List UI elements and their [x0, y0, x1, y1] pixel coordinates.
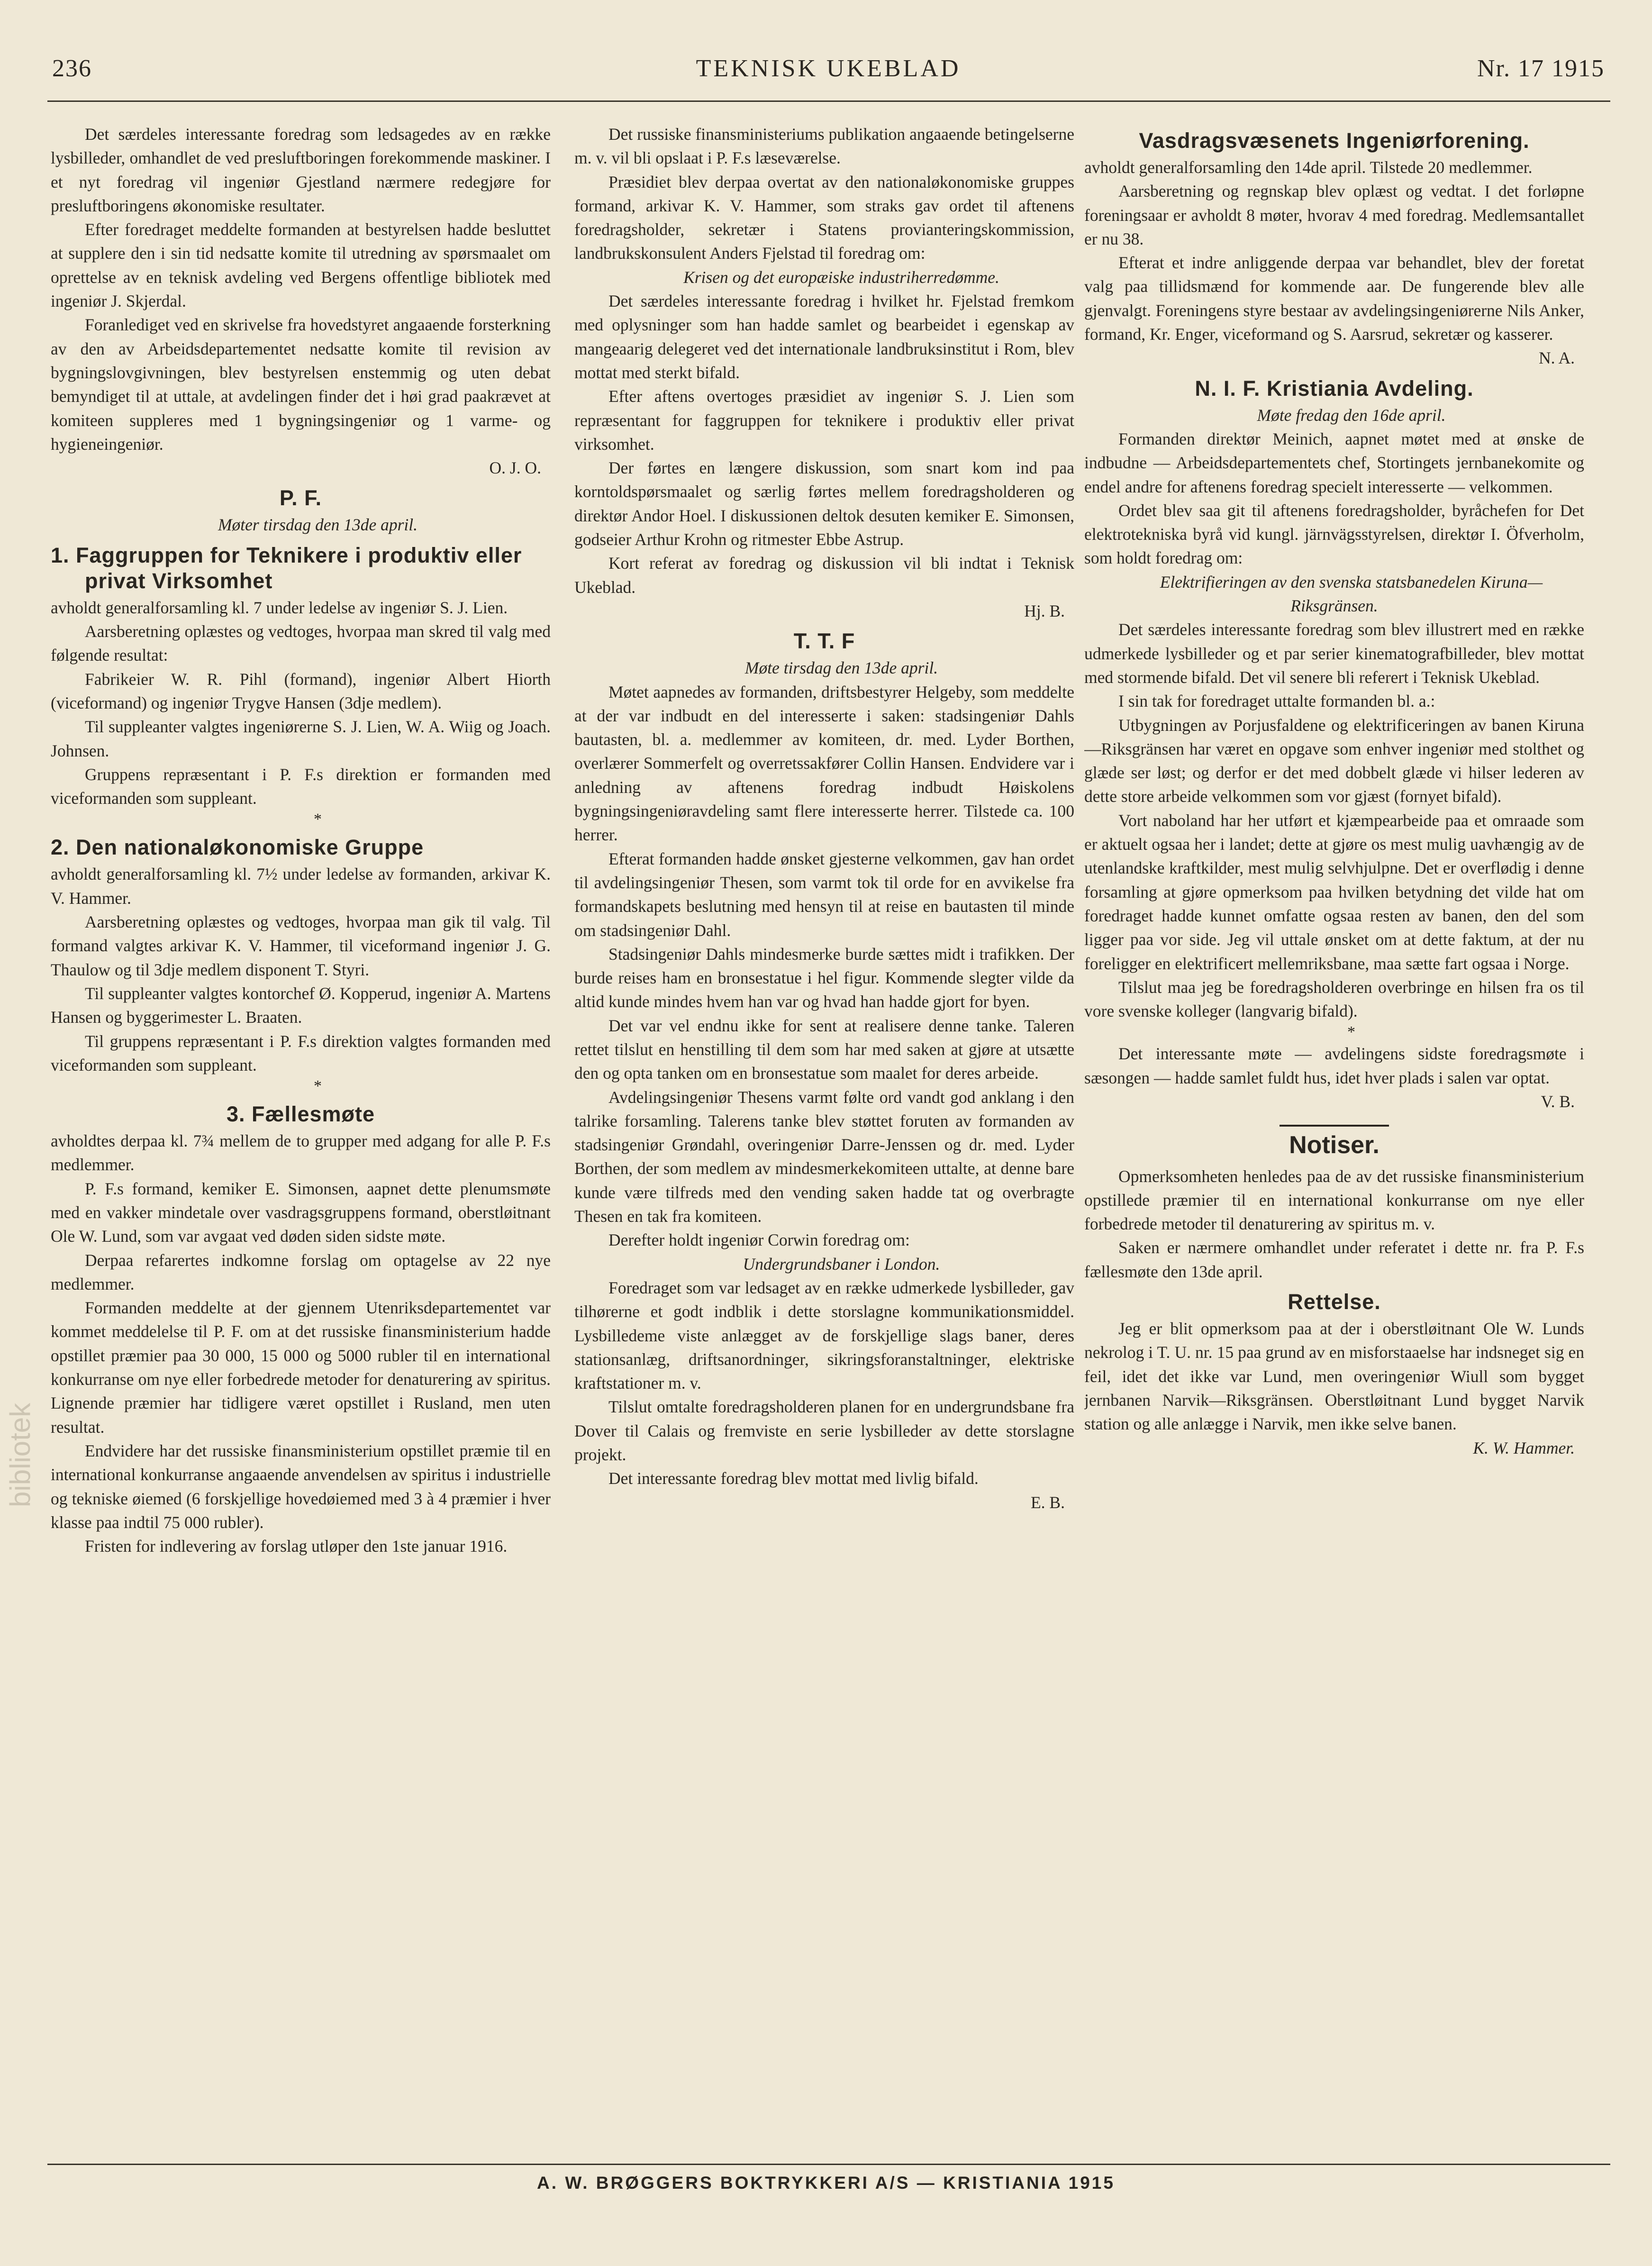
paragraph: Efterat et indre anliggende derpaa var behandlet, blev der foretat valg paa tillidsmænd for kommende aar. De fungerende blev alle gjenvalgt. Foreningens styre bestaar av avdelingsingeniørerne Nils Anker, formand, Kr. Enger, viceformand og S. Aarsrud, sekretær og kasserer. [1084, 253, 1584, 344]
signature: N. A. [1539, 348, 1575, 368]
journal-title: TEKNISK UKEBLAD [696, 55, 961, 82]
paragraph: Det interessante møte — avdelingens sidste foredragsmøte i sæsongen — hadde samlet fuldt hus, idet hver plads i salen var optat. [1084, 1044, 1584, 1087]
section-heading: P. F. [279, 486, 322, 510]
paragraph: Jeg er blit opmerksom paa at der i oberstløitnant Ole W. Lunds nekrolog i T. U. nr. 15 paa grund av en misforstaaelse har indsneget sig en feil, idet det ikke var Lund, men overingeniør Wiull som bygget jernbanen Narvik—Riksgränsen. Oberstløitnant Lund bygget Narvik station og alle anlægge i Narvik, men ikke selve banen. [1084, 1319, 1584, 1434]
paragraph: Gruppens repræsentant i P. F.s direktion er formanden med viceformanden som suppleant. [51, 764, 551, 808]
column-3 [1084, 122, 1584, 2175]
paragraph: avholdtes derpaa kl. 7¾ mellem de to grupper med adgang for alle P. F.s medlemmer. [51, 1131, 551, 1174]
paragraph: Til suppleanter valgtes kontorchef Ø. Kopperud, ingeniør A. Martens Hansen og byggerimester L. Braaten. [51, 983, 551, 1027]
signature: Hj. B. [1024, 601, 1065, 620]
paragraph: Efterat formanden hadde ønsket gjesterne velkommen, gav han ordet til avdelingsingeniør Thesen, som varmt tok til orde for en avvikelse fra formandskapets beslutning med hensyn til at reise en bautasten til minde om stadsingeniør Dahl. [574, 849, 1074, 940]
library-stamp: bibliotek [4, 1402, 36, 1507]
paragraph: Derpaa refarertes indkomne forslag om optagelse av 22 nye medlemmer. [51, 1250, 551, 1293]
section-heading: 3. Fællesmøte [226, 1102, 375, 1127]
paragraph: Kort referat av foredrag og diskussion vil bli indtat i Teknisk Ukeblad. [574, 554, 1074, 597]
paragraph: Ordet blev saa git til aftenens foredragsholder, byråchefen for Det elektrotekniska byrå vid kungl. järnvägsstyrelsen, direktør I. Öfverholm, som holdt foredrag om: [1084, 501, 1584, 568]
paragraph: Det var vel endnu ikke for sent at realisere denne tanke. Taleren rettet tilslut en henstilling til dem som har med saken at gjøre at utsætte den og opta tanken om en bronsestatue som maalet for deres arbeide. [574, 1016, 1074, 1083]
section-heading: Notiser. [1280, 1125, 1389, 1157]
paragraph: Til suppleanter valgtes ingeniørerne S. J. Lien, W. A. Wiig og Joach. Johnsen. [51, 717, 551, 760]
lecture-title: Undergrundsbaner i London. [743, 1254, 940, 1274]
paragraph: Tilslut omtalte foredragsholderen planen for en undergrundsbane fra Dover til Calais og fremviste en serie lysbilleder av dette storslagne projekt. [574, 1397, 1074, 1465]
asterisk-divider: * [1347, 1023, 1355, 1041]
paragraph: I sin tak for foredraget uttalte formanden bl. a.: [1118, 692, 1435, 711]
paragraph: Tilslut maa jeg be foredragsholderen overbringe en hilsen fra os til vore svenske kolleger (langvarig bifald). [1084, 977, 1584, 1021]
section-heading: Vasdragsvæsenets Ingeniørforening. [1139, 128, 1530, 153]
section-heading: Rettelse. [1288, 1290, 1381, 1314]
paragraph: Efter aftens overtoges præsidiet av ingeniør S. J. Lien som repræsentant for faggruppen for teknikere i produktiv eller privat virksomhet. [574, 387, 1074, 454]
paragraph: Foredraget som var ledsaget av en række udmerkede lysbilleder, gav tilhørerne et godt indblik i dette storslagne kommunikationsmiddel. Lysbilledeme viste anlægget av de forskjellige slags baner, deres stationsanlæg, driftsanordninger, sikringsforanstaltninger, elektriske kraftstationer m. v. [574, 1278, 1074, 1393]
paragraph: Det særdeles interessante foredrag som blev illustrert med en række udmerkede lysbilleder og et par serier kinematografbilleder, blev mottat med stormende bifald. Det vil senere bli referert i Teknisk Ukeblad. [1084, 620, 1584, 687]
section-heading: 2. Den nationaløkonomiske Gruppe [51, 835, 424, 860]
paragraph: Det russiske finansministeriums publikation angaaende betingelserne m. v. vil bli opslaat i P. F.s læseværelse. [574, 125, 1074, 168]
lecture-title: Krisen og det europæiske industriherredømme. [683, 267, 999, 287]
meeting-date: Møte fredag den 16de april. [1257, 405, 1446, 425]
paragraph: P. F.s formand, kemiker E. Simonsen, aapnet dette plenumsmøte med en vakker mindetale over vasdragsgruppens formand, oberstløitnant Ole W. Lund, som var avgaat ved døden siden sidste møte. [51, 1179, 551, 1246]
page-header [52, 55, 1605, 92]
paragraph: Fabrikeier W. R. Pihl (formand), ingeniør Albert Hiorth (viceformand) og ingeniør Trygve Hansen (3dje medlem). [51, 669, 551, 712]
paragraph: Det interessante foredrag blev mottat med livlig bifald. [608, 1469, 979, 1488]
paragraph: Stadsingeniør Dahls mindesmerke burde sættes midt i trafikken. Der burde reises ham en bronsestatue i hel figur. Kommende slegter vilde da altid kunde mindes hvem han var og hvad han hadde gjort for byen. [574, 944, 1074, 1011]
paragraph: Utbygningen av Porjusfaldene og elektrificeringen av banen Kiruna—Riksgränsen har været en opgave som enhver ingeniør med stolthet og glæde ser løst; og derfor er det med dobbelt glæde vi hilser lederen av dette store arbeide velkommen som vor gjæst (fornyet bifald). [1084, 715, 1584, 806]
paragraph: Vort naboland har her utført et kjæmpearbeide paa et omraade som er aktuelt ogsaa her i landet; dette at gjøre os mest mulig uavhængig av de utenlandske kraftkilder, mest mulig selvhjulpne. Det er overflødig i denne forsamling at gjøre opmerksom paa hvilken betydning det vilde hat om foredraget hadde kunnet omfatte ogsaa resten av banen, den del som ligger paa vor side. Jeg vil uttale ønsket om at dette faktum, at der nu foreligger en elektrificert mellemriksbane, maa sætte fart ogsaa i Norge. [1084, 810, 1584, 973]
signature: E. B. [1031, 1492, 1065, 1512]
asterisk-divider: * [314, 1077, 322, 1095]
paragraph: Foranlediget ved en skrivelse fra hovedstyret angaaende forsterkning av den av Arbeidsdepartementet nedsatte komite til revision av bygningslovgivningen, blev bestyrelsen enstemmig og uten debat bemyndiget til at uttale, at avdelingen finder det i høi grad paakrævet at komiteen suppleres med 1 bygningsingeniør og 1 varme- og hygieneingeniør. [51, 315, 551, 454]
asterisk-divider: * [314, 810, 322, 828]
paragraph: avholdt generalforsamling kl. 7½ under ledelse av formanden, arkivar K. V. Hammer. [51, 865, 551, 908]
signature: K. W. Hammer. [1473, 1438, 1575, 1457]
paragraph: Derefter holdt ingeniør Corwin foredrag om: [608, 1230, 910, 1250]
paragraph: Efter foredraget meddelte formanden at bestyrelsen hadde besluttet at supplere den i sin tid nedsatte komite til utredning av spørsmaalet om oprettelse av en teknisk avdeling ved Bergens offentlige bibliotek med ingeniør J. Skjerdal. [51, 220, 551, 311]
meeting-date: Møte tirsdag den 13de april. [744, 658, 938, 678]
paragraph: Formanden meddelte at der gjennem Utenriksdepartementet var kommet meddelelse til P. F. om at det russiske finansministerium hadde opstillet præmier paa 30 000, 15 000 og 5000 rubler til en international konkurranse om nye eller forbedrede metoder for denaturering av spiritus. Lignende præmier har tidligere været opstillet i Rusland, men uten resultat. [51, 1298, 551, 1437]
paragraph: Opmerksomheten henledes paa de av det russiske finansministerium opstillede præmier til en international konkurranse om nye eller forbedrede metoder til denaturering av spiritus m. v. [1084, 1166, 1584, 1234]
issue-number: Nr. 17 1915 [1477, 55, 1605, 82]
meeting-date: Møter tirsdag den 13de april. [218, 515, 418, 535]
paragraph: Møtet aapnedes av formanden, driftsbestyrer Helgeby, som meddelte at der var indbudt en del interesserte i saken: stadsingeniør Dahls bautasten, bl. a. medlemmer av komiteen, dr. med. Lyder Borthen, overlærer Sommerfelt og overretssakfører Collin Hansen. Endvidere var i anledning av aftenens foredrag indbudt Høiskolens bygningsingeniøravdeling samt flere interesserte herrer. Tilstede ca. 100 herrer. [574, 682, 1074, 845]
column-2 [574, 122, 1074, 2175]
footer-rule [47, 2164, 1610, 2165]
paragraph: Der førtes en længere diskussion, som snart kom ind paa korntoldspørsmaalet og særlig førtes mellem foredragsholderen og direktør Andor Hoel. I diskussionen deltok desuten kemiker E. Simonsen, godseier Arthur Krohn og ritmester Ebbe Astrup. [574, 458, 1074, 549]
signature: V. B. [1541, 1092, 1575, 1111]
paragraph: Endvidere har det russiske finansministerium opstillet præmie til en international konkurranse angaaende anvendelsen av spiritus i industrielle og tekniske øiemed (6 forskjellige hovedøiemed med 3 à 4 præmier i hver klasse paa indtil 75 000 rubler). [51, 1441, 551, 1532]
paragraph: Aarsberetning og regnskap blev oplæst og vedtat. I det forløpne foreningsaar er avholdt 8 møter, hvorav 4 med foredrag. Medlemsantallet er nu 38. [1084, 182, 1584, 248]
paragraph: Aarsberetning oplæstes og vedtoges, hvorpaa man skred til valg med følgende resultat: [51, 622, 551, 665]
printer-footer: A. W. BRØGGERS BOKTRYKKERI A/S — KRISTIANIA 1915 [537, 2173, 1115, 2193]
section-heading: T. T. F [793, 629, 855, 654]
lecture-title: Elektrifieringen av den svenska statsbanedelen Kiruna—Riksgränsen. [1160, 572, 1543, 616]
paragraph: Det særdeles interessante foredrag i hvilket hr. Fjelstad fremkom med oplysninger som han hadde samlet og bearbeidet i egenskap av mangeaarig delegeret ved det internationale landbruksinstitut i Rom, blev mottat med sterkt bifald. [574, 291, 1074, 382]
signature: O. J. O. [489, 458, 541, 478]
paragraph: Præsidiet blev derpaa overtat av den nationaløkonomiske gruppes formand, arkivar K. V. Hammer, som straks gav ordet til aftenens foredragsholder, sekretær i Statens provianteringskommission, landbrukskonsulent Anders Fjelstad til foredrag om: [574, 172, 1074, 263]
section-heading: N. I. F. Kristiania Avdeling. [1195, 376, 1474, 400]
header-rule [47, 100, 1610, 102]
paragraph: Fristen for indlevering av forslag utløper den 1ste januar 1916. [85, 1537, 508, 1556]
paragraph: Formanden direktør Meinich, aapnet møtet med at ønske de indbudne — Arbeidsdepartementets chef, Stortingets jernbanekomite og endel andre for aftenens foredrag specielt interesserte — velkommen. [1084, 429, 1584, 496]
paragraph: avholdt generalforsamling den 14de april. Tilstede 20 medlemmer. [1084, 158, 1533, 177]
paragraph: Det særdeles interessante foredrag som ledsagedes av en række lysbilleder, omhandlet de ved presluftboringen forekommende maskiner. I et nyt foredrag vil ingeniør Gjestland nærmere redegjøre for presluftboringens økonomiske resultater. [51, 125, 551, 215]
section-heading: 1. Faggruppen for Teknikere i produktiv eller privat Virksomhet [51, 543, 522, 593]
paragraph: Aarsberetning oplæstes og vedtoges, hvorpaa man gik til valg. Til formand valgtes arkivar K. V. Hammer, til viceformand ingeniør J. G. Thaulow og til 3dje medlem disponent T. Styri. [51, 912, 551, 979]
paragraph: Saken er nærmere omhandlet under referatet i dette nr. fra P. F.s fællesmøte den 13de april. [1084, 1238, 1584, 1281]
paragraph: Avdelingsingeniør Thesens varmt følte ord vandt god anklang i den talrike forsamling. Talerens tanke blev støttet foruten av formanden av stadsingeniør Grøndahl, overingeniør Darre-Jenssen og dr. med. Lyder Borthen, der som medlem av mindesmerkekomiteen uttalte, at denne bare kunde være tilfreds med den vending saken hadde tat og overbragte Thesen en tak fra komiteen. [574, 1087, 1074, 1226]
notices-heading-wrap [1084, 1125, 1584, 1159]
column-1 [51, 122, 551, 2175]
page-number: 236 [52, 55, 92, 82]
paragraph: avholdt generalforsamling kl. 7 under ledelse av ingeniør S. J. Lien. [51, 598, 508, 617]
paragraph: Til gruppens repræsentant i P. F.s direktion valgtes formanden med viceformanden som suppleant. [51, 1031, 551, 1074]
